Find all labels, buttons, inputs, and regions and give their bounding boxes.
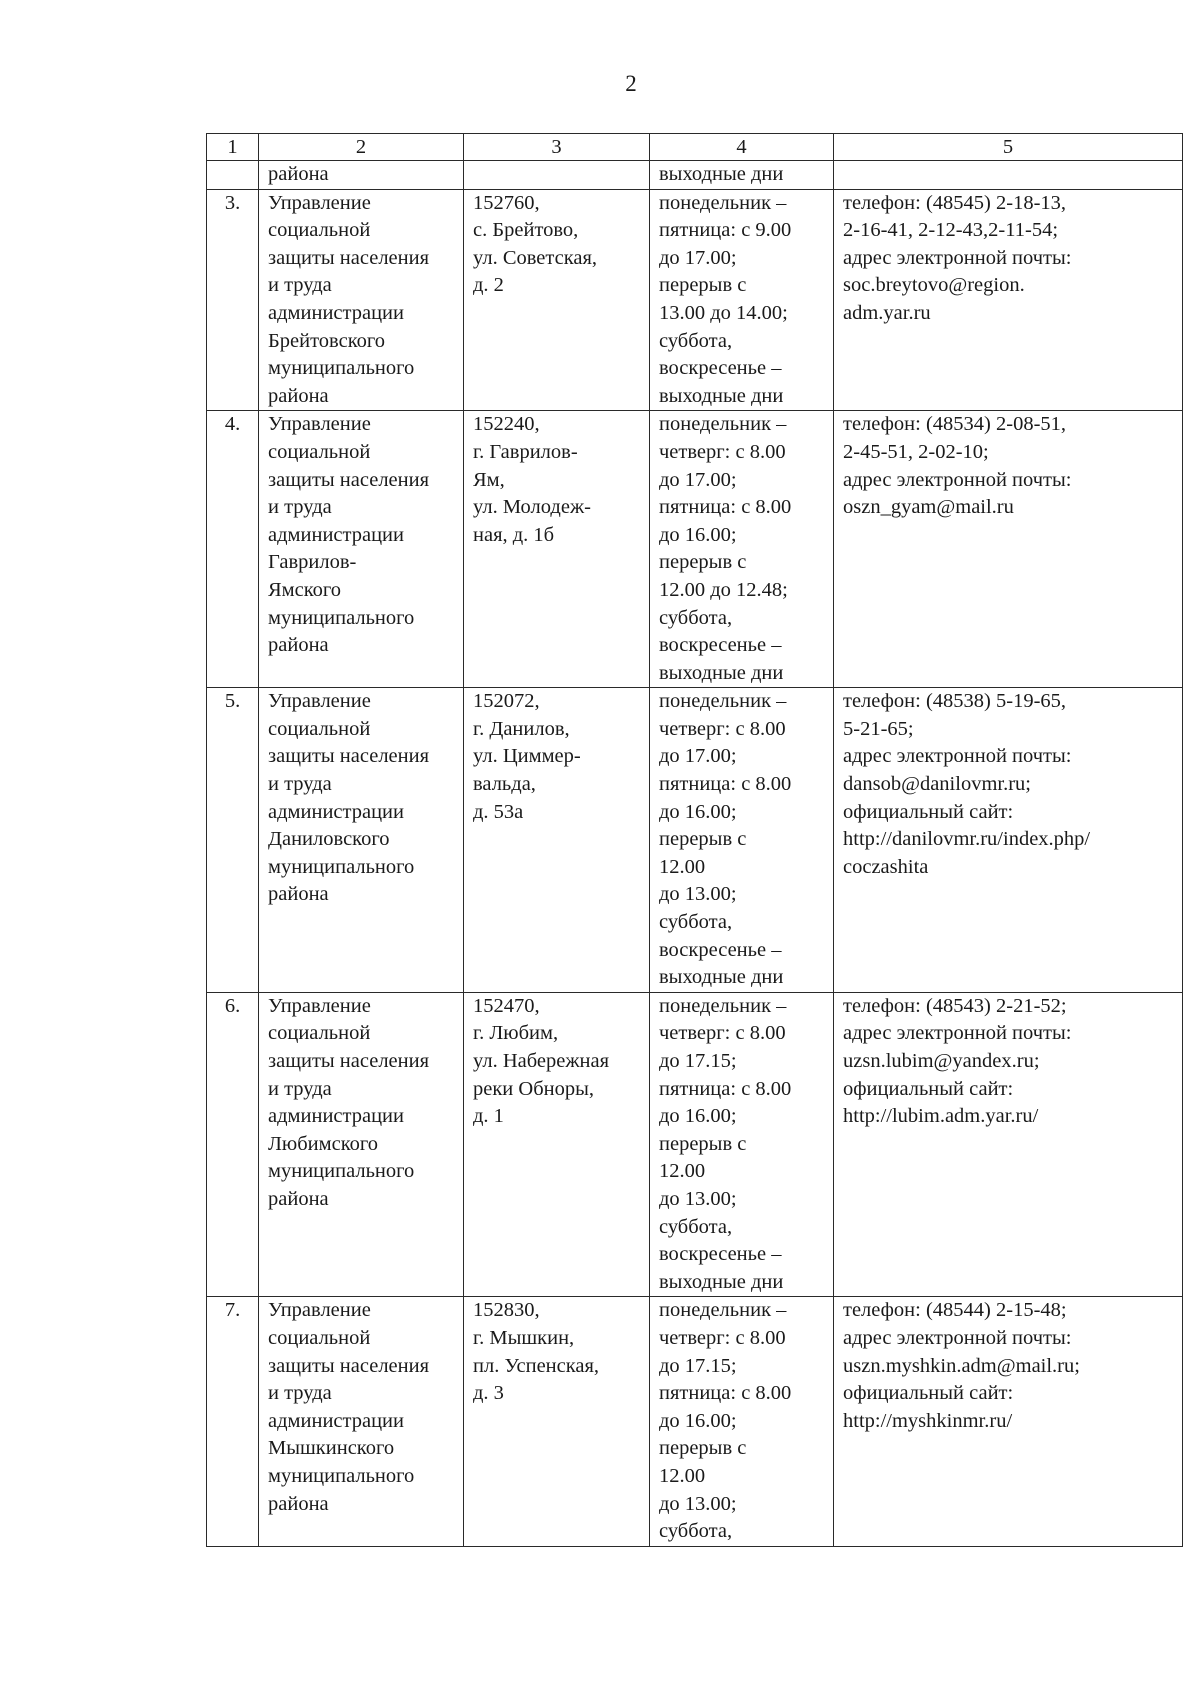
office-hours: выходные дни [650, 161, 834, 190]
row-number: 5. [207, 688, 259, 993]
table-row [207, 161, 1183, 190]
table-row [207, 688, 1183, 993]
office-address: 152470, г. Любим, ул. Набережная реки Обноры, д. 1 [464, 992, 650, 1297]
table-header-row [207, 134, 1183, 161]
page-number: 2 [625, 71, 637, 96]
office-contacts: телефон: (48534) 2-08-51, 2-45-51, 2-02-10; адрес электронной почты: oszn_gyam@mail.ru [834, 411, 1183, 688]
office-name: Управление социальной защиты населения и труда администрации Гаврилов- Ямского муниципального района [259, 411, 464, 688]
column-header: 5 [834, 134, 1183, 161]
office-contacts [834, 161, 1183, 190]
office-hours: понедельник – пятница: с 9.00 до 17.00; перерыв с 13.00 до 14.00; суббота, воскресенье – выходные дни [650, 189, 834, 411]
column-header: 2 [259, 134, 464, 161]
row-number: 3. [207, 189, 259, 411]
table-row [207, 411, 1183, 688]
office-name: района [259, 161, 464, 190]
office-address: 152240, г. Гаврилов- Ям, ул. Молодеж- ная, д. 1б [464, 411, 650, 688]
office-contacts: телефон: (48544) 2-15-48; адрес электронной почты: uszn.myshkin.adm@mail.ru; официальный сайт: http://myshkinmr.ru/ [834, 1297, 1183, 1546]
office-hours: понедельник – четверг: с 8.00 до 17.15; пятница: с 8.00 до 16.00; перерыв с 12.00 до 13.00; суббота, [650, 1297, 834, 1546]
row-number: 4. [207, 411, 259, 688]
row-number: 6. [207, 992, 259, 1297]
column-header: 1 [207, 134, 259, 161]
office-hours: понедельник – четверг: с 8.00 до 17.00; пятница: с 8.00 до 16.00; перерыв с 12.00 до 13.00; суббота, воскресенье – выходные дни [650, 688, 834, 993]
office-address: 152830, г. Мышкин, пл. Успенская, д. 3 [464, 1297, 650, 1546]
office-name: Управление социальной защиты населения и труда администрации Любимского муниципального района [259, 992, 464, 1297]
row-number: 7. [207, 1297, 259, 1546]
office-contacts: телефон: (48545) 2-18-13, 2-16-41, 2-12-43,2-11-54; адрес электронной почты: soc.breytovo@region. adm.yar.ru [834, 189, 1183, 411]
office-hours: понедельник – четверг: с 8.00 до 17.00; пятница: с 8.00 до 16.00; перерыв с 12.00 до 12.48; суббота, воскресенье – выходные дни [650, 411, 834, 688]
office-address: 152760, с. Брейтово, ул. Советская, д. 2 [464, 189, 650, 411]
office-address [464, 161, 650, 190]
office-name: Управление социальной защиты населения и труда администрации Даниловского муниципального района [259, 688, 464, 993]
office-contacts: телефон: (48538) 5-19-65, 5-21-65; адрес электронной почты: dansob@danilovmr.ru; официальный сайт: http://danilovmr.ru/index.php/ coczashita [834, 688, 1183, 993]
table-row [207, 1297, 1183, 1546]
column-header: 3 [464, 134, 650, 161]
office-address: 152072, г. Данилов, ул. Циммер- вальда, д. 53а [464, 688, 650, 993]
office-name: Управление социальной защиты населения и труда администрации Брейтовского муниципального района [259, 189, 464, 411]
column-header: 4 [650, 134, 834, 161]
table-row [207, 189, 1183, 411]
office-contacts: телефон: (48543) 2-21-52; адрес электронной почты: uzsn.lubim@yandex.ru; официальный сайт: http://lubim.adm.yar.ru/ [834, 992, 1183, 1297]
offices-table [206, 133, 1183, 1547]
office-hours: понедельник – четверг: с 8.00 до 17.15; пятница: с 8.00 до 16.00; перерыв с 12.00 до 13.00; суббота, воскресенье – выходные дни [650, 992, 834, 1297]
table-row [207, 992, 1183, 1297]
row-number [207, 161, 259, 190]
office-name: Управление социальной защиты населения и труда администрации Мышкинского муниципального района [259, 1297, 464, 1546]
